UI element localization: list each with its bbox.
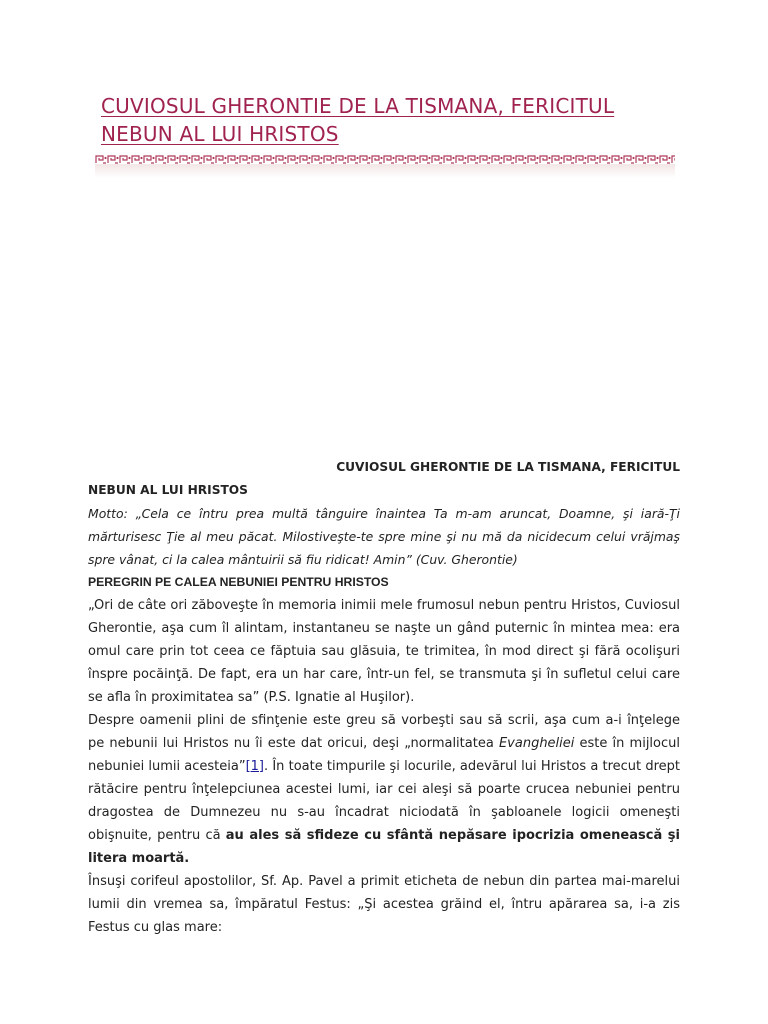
fret-dot bbox=[152, 157, 154, 159]
fret-motif bbox=[348, 156, 358, 163]
fret-dot bbox=[356, 157, 358, 159]
fret-dot bbox=[236, 157, 238, 159]
fret-dot bbox=[380, 157, 382, 159]
fret-motif bbox=[600, 156, 610, 163]
fret-dot bbox=[632, 157, 634, 159]
fret-dot bbox=[524, 157, 526, 159]
fret-motif bbox=[276, 156, 286, 163]
fret-dot bbox=[548, 157, 550, 159]
fret-motif bbox=[240, 156, 250, 163]
fret-dot bbox=[584, 157, 586, 159]
fret-motif bbox=[564, 156, 574, 163]
fret-motif bbox=[192, 156, 202, 163]
article-body bbox=[88, 456, 680, 939]
fret-motif bbox=[324, 156, 334, 163]
bold-emphasis: au ales să sfideze cu sfântă nepăsare ipocrizia omenească şi litera moartă. bbox=[88, 828, 680, 866]
fret-dot bbox=[500, 157, 502, 159]
fret-dot bbox=[332, 157, 334, 159]
paragraph-main bbox=[88, 709, 680, 870]
fret-dot bbox=[668, 157, 670, 159]
fret-motif bbox=[312, 156, 322, 163]
fret-dot bbox=[644, 157, 646, 159]
fret-dot bbox=[116, 157, 118, 159]
fret-motif bbox=[420, 156, 430, 163]
italic-term: Evangheliei bbox=[498, 736, 575, 751]
fret-motif bbox=[552, 156, 562, 163]
paragraph-text: . În toate timpurile şi locurile, adevărul lui Hristos a trecut drept rătăcire pentru înţelepciunea acestei lumi, iar cei aleşi să poarte crucea nebuniei pentru dragostea de Dumnezeu nu s-au încadrat niciodată în şabloanele logicii omeneşti obişnuite, pentru că bbox=[88, 759, 680, 843]
fret-motif bbox=[228, 156, 238, 163]
ornament-strip bbox=[95, 154, 675, 164]
fret-motif bbox=[216, 156, 226, 163]
fret-dot bbox=[104, 157, 106, 159]
fret-motif bbox=[540, 156, 550, 163]
fret-dot bbox=[140, 157, 142, 159]
fret-motif bbox=[516, 156, 526, 163]
fret-dot bbox=[392, 157, 394, 159]
fret-motif bbox=[408, 156, 418, 163]
fret-dot bbox=[656, 157, 658, 159]
fret-dot bbox=[272, 157, 274, 159]
fret-motif bbox=[588, 156, 598, 163]
fret-dot bbox=[188, 157, 190, 159]
fret-motif bbox=[360, 156, 370, 163]
fret-motif bbox=[144, 156, 154, 163]
fret-motif bbox=[432, 156, 442, 163]
fret-motif bbox=[612, 156, 622, 163]
fret-motif bbox=[648, 156, 658, 163]
fret-motif bbox=[672, 156, 675, 163]
fret-motif bbox=[576, 156, 586, 163]
fret-dot bbox=[512, 157, 514, 159]
fret-motif bbox=[456, 156, 466, 163]
fret-motif bbox=[468, 156, 478, 163]
fret-motif bbox=[444, 156, 454, 163]
fret-dot bbox=[452, 157, 454, 159]
fret-dot bbox=[428, 157, 430, 159]
fret-motif bbox=[372, 156, 382, 163]
fret-dot bbox=[440, 157, 442, 159]
fret-dot bbox=[572, 157, 574, 159]
fret-dot bbox=[284, 157, 286, 159]
fret-motif bbox=[480, 156, 490, 163]
fret-dot bbox=[128, 157, 130, 159]
fret-dot bbox=[200, 157, 202, 159]
fret-dot bbox=[596, 157, 598, 159]
fret-motif bbox=[96, 156, 106, 163]
fret-motif bbox=[300, 156, 310, 163]
article-title-line2: NEBUN AL LUI HRISTOS bbox=[88, 483, 248, 497]
fret-motif bbox=[264, 156, 274, 163]
fret-dot bbox=[560, 157, 562, 159]
fret-dot bbox=[176, 157, 178, 159]
paragraph-text: este în mijlocul nebuniei lumii acesteia” bbox=[88, 736, 680, 774]
fret-dot bbox=[320, 157, 322, 159]
fret-motif bbox=[384, 156, 394, 163]
fret-dot bbox=[464, 157, 466, 159]
fret-motif bbox=[108, 156, 118, 163]
fret-dot bbox=[620, 157, 622, 159]
paragraph-festus: Însuşi corifeul apostolilor, Sf. Ap. Pavel a primit eticheta de nebun din partea mai-marelui lumii din vremea sa, împăratul Festus: „Şi acestea grăind el, întru apărarea sa, i-a zis Festus cu glas mare: bbox=[88, 874, 680, 935]
greek-fret-border-icon bbox=[95, 152, 675, 178]
fret-dot bbox=[344, 157, 346, 159]
fret-dot bbox=[404, 157, 406, 159]
fret-motif bbox=[528, 156, 538, 163]
motto-paragraph: Motto: „Cela ce întru prea multă tânguire înaintea Ta m-am aruncat, Doamne, şi iară-Ţi mărturisesc Ţie al meu păcat. Milostiveşte-te spre mine şi nu mă da nicidecum celui vrăjmaş spre vânat, ci la calea mântuirii să fiu ridicat! Amin” (Cuv. Gherontie) bbox=[88, 506, 680, 567]
fret-dot bbox=[224, 157, 226, 159]
fret-motif bbox=[288, 156, 298, 163]
page-title: CUVIOSUL GHERONTIE DE LA TISMANA, FERICITUL NEBUN AL LUI HRISTOS bbox=[101, 94, 615, 146]
fret-motif bbox=[396, 156, 406, 163]
fret-dot bbox=[488, 157, 490, 159]
fret-dot bbox=[248, 157, 250, 159]
fret-motif bbox=[180, 156, 190, 163]
fret-motif bbox=[624, 156, 634, 163]
fret-motif bbox=[336, 156, 346, 163]
paragraph-quote: „Ori de câte ori zăboveşte în memoria inimii mele frumosul nebun pentru Hristos, Cuviosul Gherontie, aşa cum îl alintam, instantaneu se naşte un gând puternic în mintea mea: era omul care prin tot ceea ce făptuia sau glăsuia, te trimitea, în mod direct şi fără ocolişuri înspre pocăinţă. De fapt, era un har care, într-un fel, se transmuta şi în sufletul celui care se afla în proximitatea sa” (P.S. Ignatie al Huşilor). bbox=[88, 598, 680, 705]
fret-motif bbox=[492, 156, 502, 163]
fret-motif bbox=[636, 156, 646, 163]
article-title-line1: CUVIOSUL GHERONTIE DE LA TISMANA, FERICITUL bbox=[336, 460, 680, 474]
fret-motif bbox=[156, 156, 166, 163]
footnote-link[interactable]: [1] bbox=[245, 759, 265, 774]
fret-motif bbox=[660, 156, 670, 163]
fret-dot bbox=[164, 157, 166, 159]
fret-motif bbox=[204, 156, 214, 163]
fret-dot bbox=[212, 157, 214, 159]
fret-motif bbox=[168, 156, 178, 163]
fret-dot bbox=[476, 157, 478, 159]
fret-dot bbox=[368, 157, 370, 159]
paragraph-text: Despre oamenii plini de sfinţenie este greu să vorbeşti sau să scrii, aşa cum a-i înţelege pe nebunii lui Hristos nu îi este dat oricui, deşi „normalitatea bbox=[88, 713, 680, 751]
fret-motif bbox=[132, 156, 142, 163]
fret-motif bbox=[504, 156, 514, 163]
fret-dot bbox=[608, 157, 610, 159]
section-heading: PEREGRIN PE CALEA NEBUNIEI PENTRU HRISTOS bbox=[88, 575, 389, 589]
fret-dot bbox=[308, 157, 310, 159]
fret-dot bbox=[536, 157, 538, 159]
ornament-shadow bbox=[95, 164, 675, 178]
fret-dot bbox=[260, 157, 262, 159]
fret-dot bbox=[416, 157, 418, 159]
fret-dot bbox=[296, 157, 298, 159]
fret-motif bbox=[252, 156, 262, 163]
fret-motif bbox=[120, 156, 130, 163]
